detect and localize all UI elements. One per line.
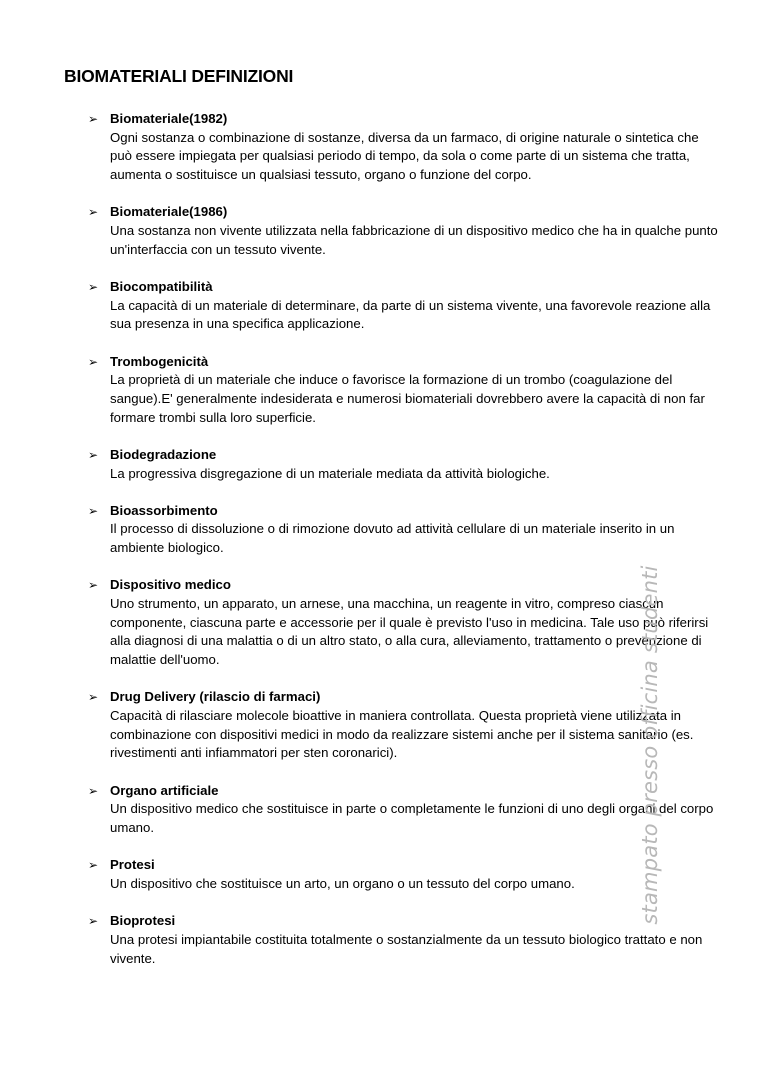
arrow-bullet-icon: ➢ bbox=[88, 914, 99, 929]
definition-item bbox=[88, 110, 728, 185]
definition-item bbox=[88, 446, 728, 483]
definition-term: Organo artificiale bbox=[110, 782, 219, 798]
definition-text: Il processo di dissoluzione o di rimozione dovuto ad attività cellulare di un materiale inserito in un ambiente biologico. bbox=[110, 521, 675, 556]
definition-term: Biomateriale(1982) bbox=[110, 111, 228, 126]
definition-term: Biodegradazione bbox=[110, 446, 217, 462]
definition-item bbox=[88, 502, 728, 558]
definition-text: Ogni sostanza o combinazione di sostanze, diversa da un farmaco, di origine naturale o sintetica che può essere impiegata per qualsiasi periodo di tempo, da sola o come parte di un sistema che tratta, aumenta o sostituisce un qualsiasi tessuto, organo o funzione del corpo. bbox=[110, 129, 699, 183]
definition-text: Capacità di rilasciare molecole bioattive in maniera controllata. Questa proprietà viene utilizzata in combinazione con dispositivi medici in modo da realizzare sistemi anche per il sistema sanitario (es. rivestimenti anti infiammatori per sten coronarici). bbox=[110, 708, 694, 761]
arrow-bullet-icon: ➢ bbox=[88, 354, 99, 369]
arrow-bullet-icon: ➢ bbox=[88, 578, 99, 593]
definition-term: Biocompatibilità bbox=[110, 278, 213, 294]
definition-text: Un dispositivo medico che sostituisce in parte o completamente le funzioni di uno degli organi del corpo umano. bbox=[110, 801, 714, 836]
page-title: BIOMATERIALI DEFINIZIONI bbox=[64, 66, 294, 86]
definition-text: Uno strumento, un apparato, un arnese, una macchina, un reagente in vitro, compreso ciascun componente, ciascuna parte e accessorie per il quale è previsto l'uso in medicina. Tale uso può riferirsi alla diagnosi di una malattia o di un altro stato, o alla cura, alleviamento, trattamento o prevenzione di malattie dell'uomo. bbox=[110, 596, 709, 668]
definition-text: La capacità di un materiale di determinare, da parte di un sistema vivente, una favorevole reazione alla sua presenza in una specifica applicazione. bbox=[110, 297, 711, 332]
definition-item bbox=[88, 688, 728, 763]
definition-term: Trombogenicità bbox=[110, 353, 209, 369]
definition-text: Un dispositivo che sostituisce un arto, un organo o un tessuto del corpo umano. bbox=[110, 876, 575, 891]
definition-item bbox=[88, 353, 728, 428]
definition-text: Una sostanza non vivente utilizzata nella fabbricazione di un dispositivo medico che ha in qualche punto un'interfaccia con un tessuto vivente. bbox=[110, 223, 718, 257]
arrow-bullet-icon: ➢ bbox=[88, 503, 99, 518]
definition-term: Bioassorbimento bbox=[110, 502, 218, 518]
definition-item bbox=[88, 782, 728, 838]
definition-item bbox=[88, 576, 728, 670]
definition-item bbox=[88, 856, 728, 893]
definition-item bbox=[88, 912, 728, 968]
definition-term: Protesi bbox=[110, 857, 155, 873]
arrow-bullet-icon: ➢ bbox=[88, 112, 99, 126]
definition-item bbox=[88, 278, 728, 334]
definition-text: Una protesi impiantabile costituita totalmente o sostanzialmente da un tessuto biologico trattato e non vivente. bbox=[110, 931, 703, 966]
definitions-list bbox=[88, 110, 728, 987]
watermark-text: stampato presso officina studenti bbox=[638, 565, 662, 925]
arrow-bullet-icon: ➢ bbox=[88, 205, 99, 220]
arrow-bullet-icon: ➢ bbox=[88, 279, 99, 294]
definition-text: La proprietà di un materiale che induce o favorisce la formazione di un trombo (coagulazione del sangue).E' generalmente indesiderata e numerosi biomateriali dovrebbero avere la capacità di non far formare trombi sulla loro superficie. bbox=[110, 372, 705, 425]
arrow-bullet-icon: ➢ bbox=[88, 447, 99, 462]
definition-term: Drug Delivery (rilascio di farmaci) bbox=[110, 689, 321, 705]
arrow-bullet-icon: ➢ bbox=[88, 690, 99, 705]
definition-item bbox=[88, 203, 728, 259]
definition-term: Bioprotesi bbox=[110, 913, 176, 929]
arrow-bullet-icon: ➢ bbox=[88, 858, 99, 873]
definition-term: Dispositivo medico bbox=[110, 577, 231, 593]
definition-term: Biomateriale(1986) bbox=[110, 204, 228, 220]
arrow-bullet-icon: ➢ bbox=[88, 783, 99, 798]
definition-text: La progressiva disgregazione di un materiale mediata da attività biologiche. bbox=[110, 465, 550, 481]
